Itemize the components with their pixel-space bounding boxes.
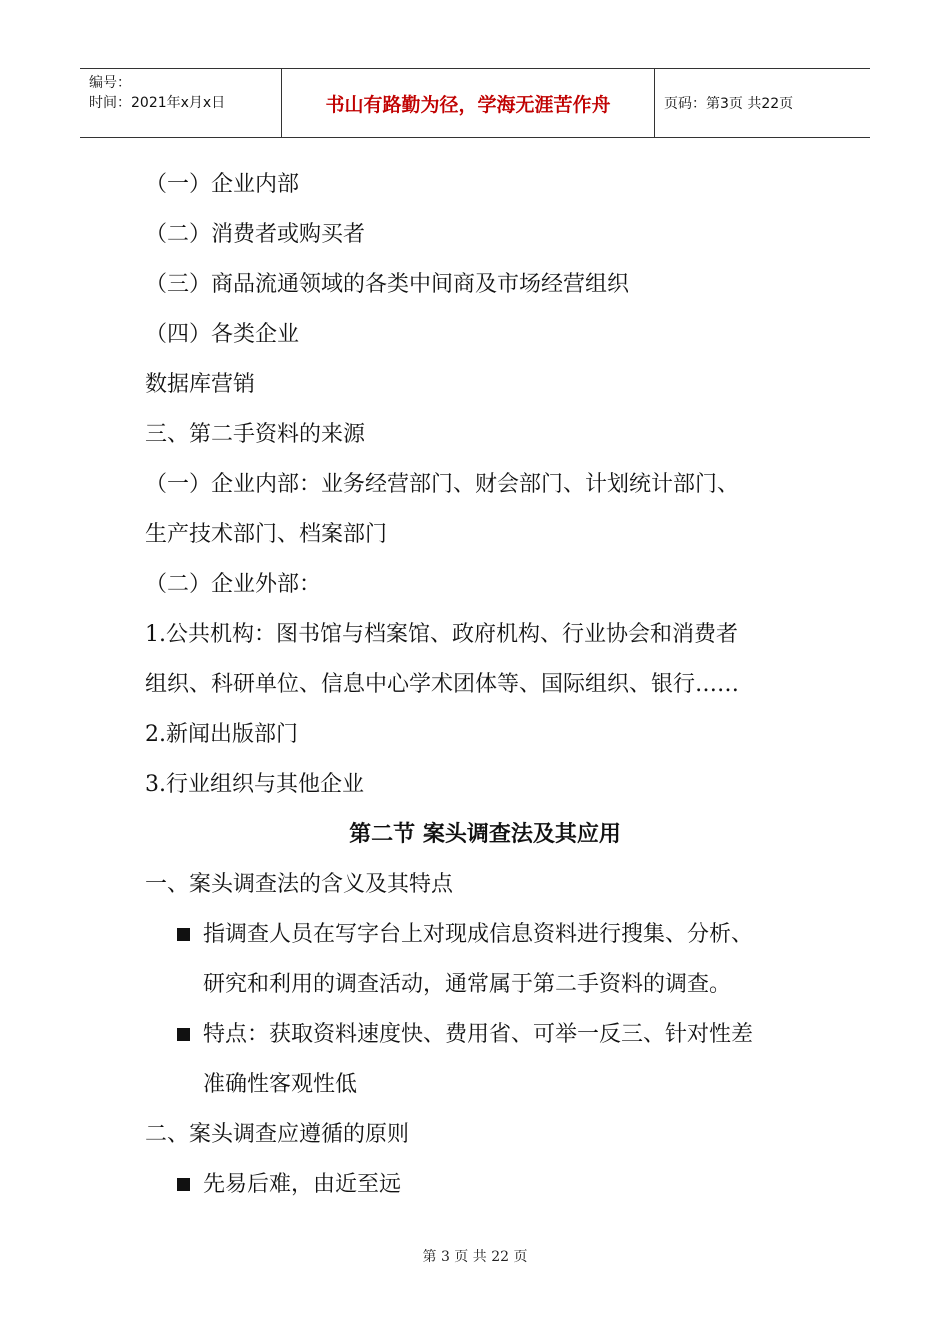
text-line: （二）消费者或购买者	[145, 222, 366, 247]
header-page-info: 页码：第3页 共22页	[664, 96, 794, 112]
text-line: 数据库营销	[145, 372, 256, 397]
text-line: （一）企业内部	[145, 172, 300, 197]
text-line: （一）企业内部：业务经营部门、财会部门、计划统计部门、	[145, 472, 740, 497]
time-label: 时间：2021年x月x日	[89, 95, 226, 111]
document-header	[80, 68, 870, 138]
text-line: （二）企业外部：	[145, 572, 322, 597]
text-line: （三）商品流通领域的各类中间商及市场经营组织	[145, 272, 630, 297]
text-line: 三、第二手资料的来源	[145, 422, 366, 447]
text-line: （四）各类企业	[145, 322, 300, 347]
text-line: 2.新闻出版部门	[145, 722, 298, 747]
text-line: 1.公共机构：图书馆与档案馆、政府机构、行业协会和消费者	[145, 622, 738, 647]
bullet-item	[145, 1010, 825, 1060]
bullet-text: 特点：获取资料速度快、费用省、可举一反三、针对性差	[203, 1022, 754, 1047]
text-line: 3.行业组织与其他企业	[145, 772, 364, 797]
document-body	[145, 160, 825, 1210]
section-heading: 第二节 案头调查法及其应用	[349, 822, 621, 847]
text-line: 生产技术部门、档案部门	[145, 522, 388, 547]
header-motto: 书山有路勤为径，学海无涯苦作舟	[282, 69, 655, 137]
bullet-item	[145, 1160, 825, 1210]
square-bullet-icon	[177, 1178, 190, 1191]
section1-title: 一、案头调查法的含义及其特点	[145, 872, 454, 897]
bullet-text: 先易后难，由近至远	[203, 1172, 402, 1197]
section2-title: 二、案头调查应遵循的原则	[145, 1122, 410, 1147]
number-label: 编号：	[89, 75, 131, 91]
bullet-continuation: 准确性客观性低	[203, 1072, 358, 1097]
bullet-continuation: 研究和利用的调查活动，通常属于第二手资料的调查。	[203, 972, 732, 997]
square-bullet-icon	[177, 1028, 190, 1041]
bullet-text: 指调查人员在写字台上对现成信息资料进行搜集、分析、	[203, 922, 754, 947]
header-meta	[80, 69, 282, 137]
bullet-item	[145, 910, 825, 960]
page-footer: 第 3 页 共 22 页	[422, 1249, 528, 1265]
text-line: 组织、科研单位、信息中心学术团体等、国际组织、银行……	[145, 672, 740, 697]
square-bullet-icon	[177, 928, 190, 941]
